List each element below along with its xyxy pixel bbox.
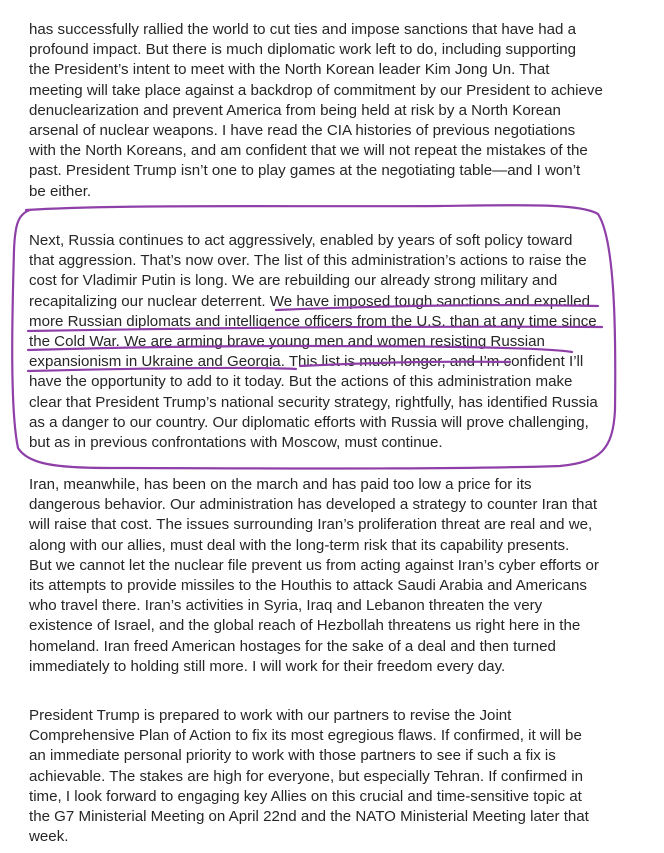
- paragraph-jcpoa: [29, 706, 589, 847]
- text-line: be either.: [29, 182, 92, 200]
- paragraph-russia: [29, 231, 598, 453]
- paragraph-iran: [29, 475, 599, 677]
- text-line: past. President Trump isn’t one to play games at the negotiating table—and I won’t: [29, 162, 581, 180]
- text-line: as a danger to our country. Our diplomatic efforts with Russia will prove challenging,: [29, 413, 589, 431]
- text-line: President Trump is prepared to work with our partners to revise the Joint: [29, 707, 512, 724]
- text-line: existence of Israel, and the global reach of Hezbollah threatens us right here in the: [29, 617, 581, 635]
- text-line: denuclearization and prevent America from being held at risk by a North Korean: [29, 101, 561, 119]
- text-line: time, I look forward to engaging key Allies on this crucial and time-sensitive topic at: [29, 787, 582, 805]
- text-line: But we cannot let the nuclear file prevent us from acting against Iran’s cyber efforts or: [29, 556, 599, 574]
- text-line: the President’s intent to meet with the North Korean leader Kim Jong Un. That: [29, 61, 550, 79]
- text-line: immediately to holding still more. I will work for their freedom every day.: [29, 657, 506, 675]
- text-line: along with our allies, must deal with the long-term risk that its capability presents.: [29, 536, 570, 554]
- text-line: an immediate personal priority to work with those partners to see if such a fix is: [29, 747, 556, 765]
- text-line: week.: [29, 828, 69, 846]
- text-line: homeland. Iran freed American hostages for the sake of a deal and then turned: [29, 637, 556, 655]
- text-line: its attempts to provide missiles to the Houthis to attack Saudi Arabia and Americans: [29, 576, 587, 594]
- text-line: Iran, meanwhile, has been on the march and has paid too low a price for its: [29, 476, 532, 493]
- text-line: Comprehensive Plan of Action to fix its most egregious flaws. If confirmed, it will be: [29, 727, 582, 745]
- text-line: profound impact. But there is much diplomatic work left to do, including supporting: [29, 41, 577, 59]
- text-line: that aggression. That’s now over. The list of this administration’s actions to raise the: [29, 252, 587, 270]
- text-line: the Cold War. We are arming brave young men and women resisting Russian: [29, 332, 545, 350]
- text-line: Next, Russia continues to act aggressively, enabled by years of soft policy toward: [29, 232, 573, 249]
- text-line: but as in previous confrontations with Moscow, must continue.: [29, 433, 443, 451]
- text-line: cost for Vladimir Putin is long. We are rebuilding our already strong military and: [29, 272, 558, 290]
- text-line: have the opportunity to add to it today. But the actions of this administration make: [29, 373, 573, 391]
- text-line: meeting will take place against a backdrop of commitment by our President to achieve: [29, 81, 603, 99]
- text-line: expansionism in Ukraine and Georgia. This list is much longer, and I’m confident I’ll: [29, 353, 584, 371]
- paragraph-north-korea: [29, 20, 603, 202]
- text-line: more Russian diplomats and intelligence officers from the U.S. than at any time since: [29, 312, 597, 330]
- text-line: will raise that cost. The issues surrounding Iran’s proliferation threat are real and we,: [29, 516, 593, 534]
- text-line: achievable. The stakes are high for everyone, but especially Tehran. If confirmed in: [29, 767, 584, 785]
- text-line: arsenal of nuclear weapons. I have read the CIA histories of previous negotiations: [29, 121, 576, 139]
- text-line: recapitalizing our nuclear deterrent. We have imposed tough sanctions and expelled: [29, 292, 591, 310]
- text-line: the G7 Ministerial Meeting on April 22nd and the NATO Ministerial Meeting later that: [29, 807, 589, 825]
- text-line: with the North Koreans, and am confident that we will not repeat the mistakes of the: [29, 142, 588, 160]
- text-line: who travel there. Iran’s activities in Syria, Iraq and Lebanon threaten the very: [29, 597, 543, 615]
- text-line: dangerous behavior. Our administration has developed a strategy to counter Iran that: [29, 496, 598, 514]
- text-line: clear that President Trump’s national security strategy, rightfully, has identified Russia: [29, 393, 598, 411]
- text-line: has successfully rallied the world to cut ties and impose sanctions that have had a: [29, 21, 577, 38]
